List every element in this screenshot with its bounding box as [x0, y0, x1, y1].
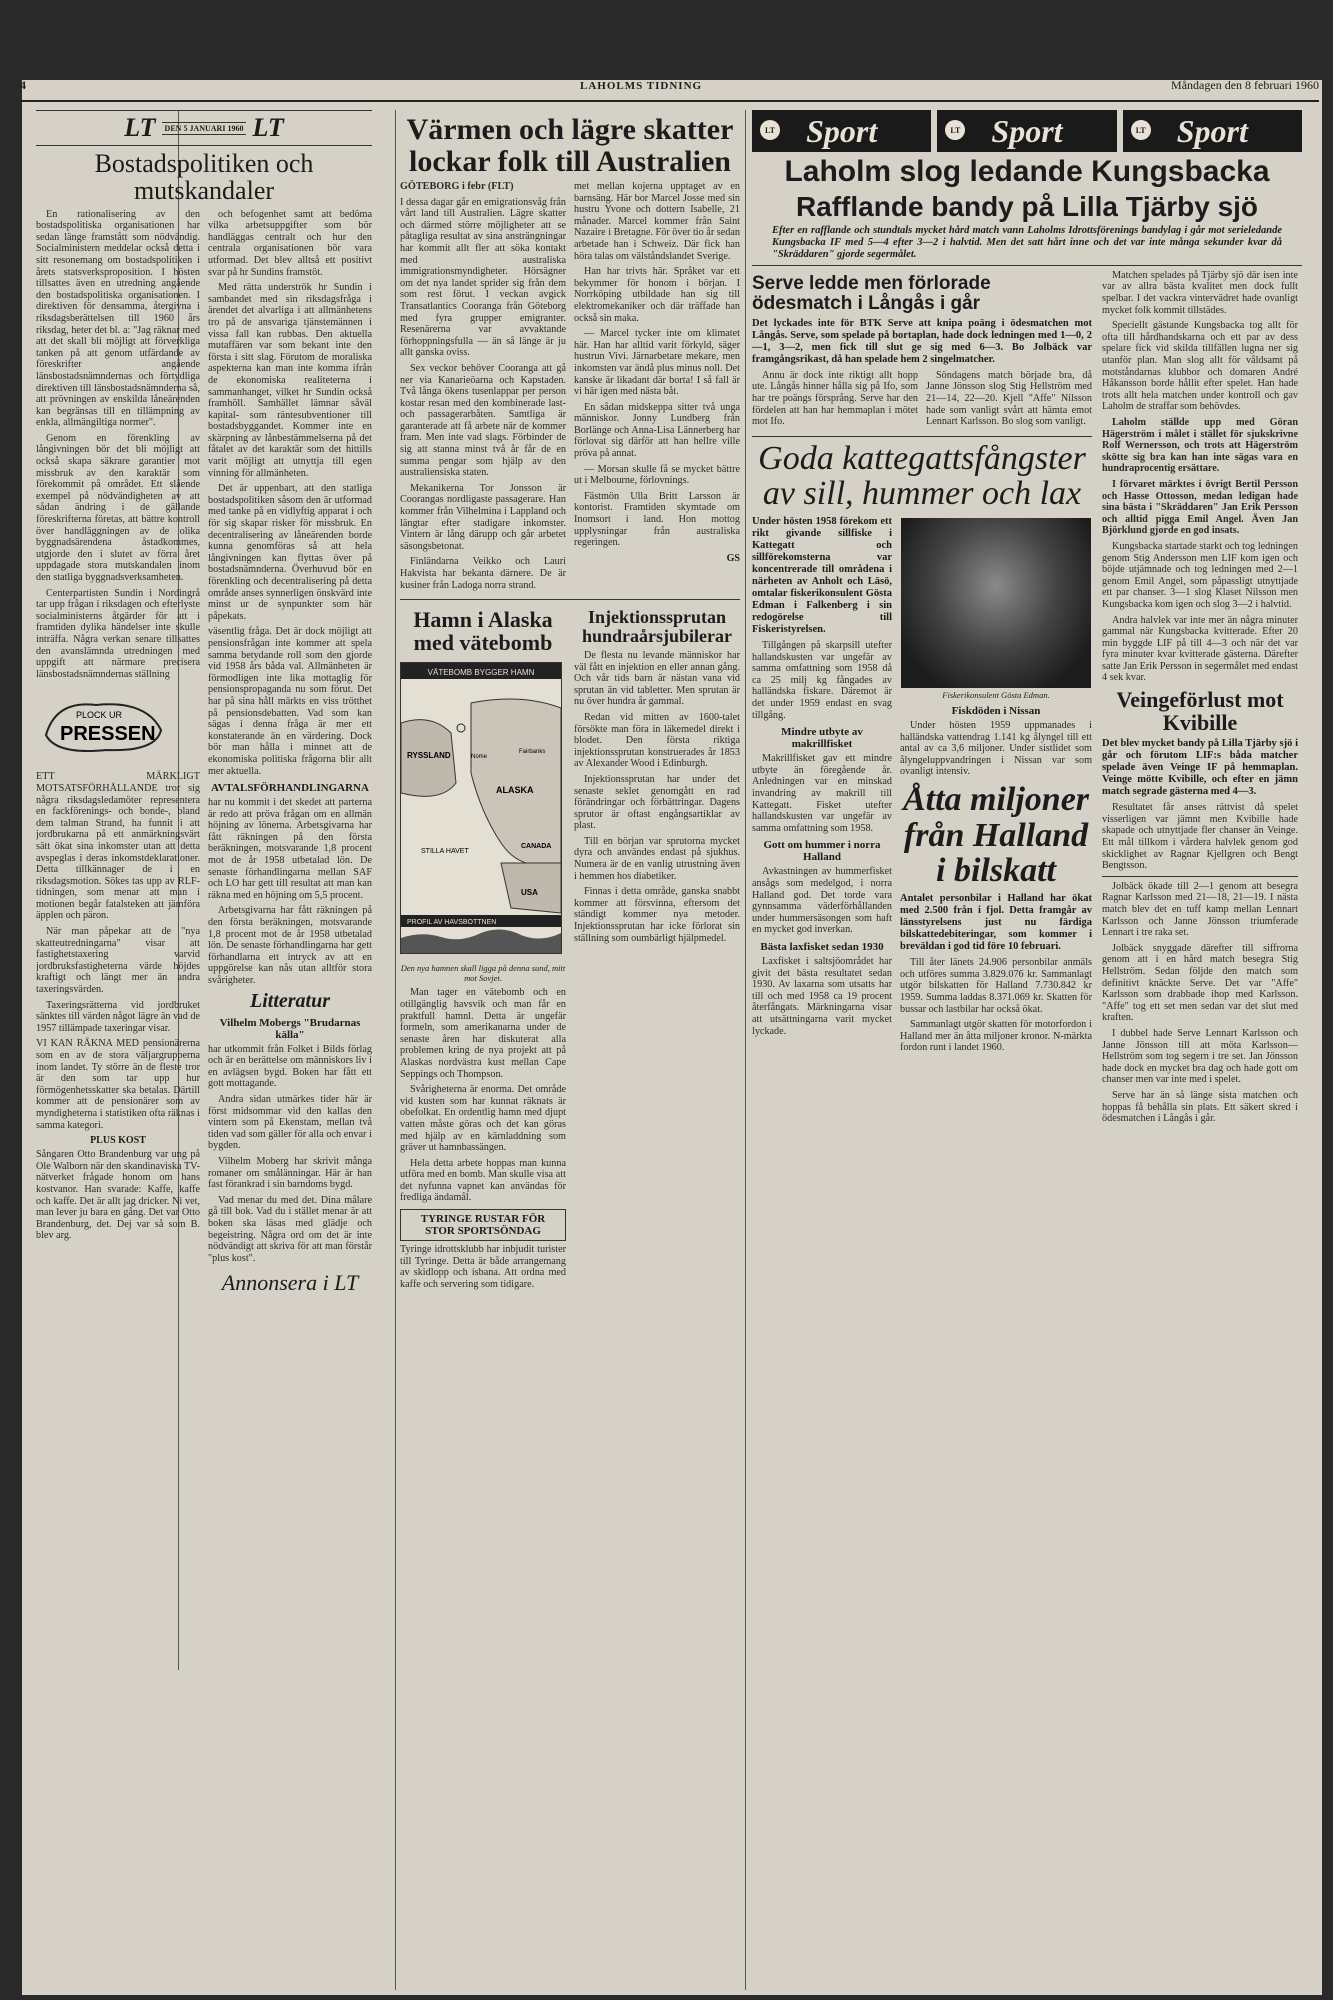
australia-paragraph: — Marcel tycker inte om klimatet här. Han har alltid varit förkyld, säger hustrun Vivi. Järnarbetare mekare, men inkomsten var ändå plus minus noll. Det kanske är likadant där borta! I så fall är vi här igen med nästa båt.	[574, 328, 740, 398]
press-paragraph: När man påpekar att de "nya skatteutredningarna" visar att fastighetstaxering varvid jordbruksfastigheterna värde höjdes kraftigt och längt mer än andra taxeringsvärden.	[36, 926, 200, 996]
injection-paragraph: Finnas i detta område, ganska snabbt kommer att försvinna, eftersom det ständigt kommer nya metoder. Injektionssprutan har icke förlorat sin ställning som oumbärligt hjälpmedel.	[574, 886, 740, 944]
literature-paragraph: Vilhelm Moberg har skrivit många romaner om smålänningar. Här är han fast förankrad i sin barndoms bygd.	[208, 1155, 372, 1191]
bandy-paragraph: Laholm ställde upp med Göran Hägerström i målet i stället för sjukskrivne Rolf Wernersson, och trots att Hägerström skötte sig bra kan han inte sägas vara en hundraprocentig ersättare.	[1102, 417, 1298, 475]
literature-paragraph: Vad menar du med det. Dina målare gå till bok. Vad du i stället menar är att boken ska läsas med glädje och begeistring. Några ord om det är inte nödvändigt att skriva för att man förstår "plus kost".	[208, 1194, 372, 1264]
kattegatt-lead: Under hösten 1958 förekom ett rikt givande sillfiske i Kattegatt och sillförekomsterna var koncentrerade till områdena i närheten av Anholt och Läsö, omtalar fiskerikonsulent Gösta Edman i Falkenberg i sin redogörelse till Fiskeristyrelsen.	[752, 516, 892, 636]
veinge-lead: Det blev mycket bandy på Lilla Tjärby sjö i går och förutom LIF:s båda matcher spelade även Veinge IF på hemmaplan. Veinge mötte Kvibille, och efter en jämn match segrade gästerna med 4—3.	[1102, 738, 1298, 798]
editorial-headline: Bostadspolitiken och mutskandaler	[94, 149, 314, 206]
literature-subhead: Vilhelm Mobergs "Brudarnas källa"	[219, 1016, 361, 1041]
column-paragraph: har nu kommit i det skedet att parterna är redo att pröva frågan om en allmän höjning av lönerna. Arbetsgivarna har fått räkningen på den första beräkningen, motsvarande 1,8 procent mot de år 1958 utbetalad lön. De senaste förhandlingarna mellan SAF och LO har gett till resultat att man kan räkna med en höjning om 5,5 procent.	[208, 797, 372, 901]
masthead-left: LT	[124, 113, 156, 142]
serve-paragraph: I dubbel hade Serve Lennart Karlsson och Janne Jönsson till att möta Karlsson—Hellström som tog segern i tre set. Jan Jönsson hade dock en mycket bra dag och hade gott om chanser men var inte med i spelet.	[1102, 1027, 1298, 1086]
signature: GS	[726, 552, 740, 564]
sport-banner	[752, 110, 1302, 152]
running-header	[20, 78, 1319, 102]
bandy-subheadline: Rafflande bandy på Lilla Tjärby sjö	[795, 190, 1259, 222]
sport-label: Sport	[1176, 112, 1248, 149]
hummer-subhead: Gott om hummer i norra Halland	[763, 839, 881, 864]
column-paragraph: Arbetsgivarna har fått räkningen på den första beräkningen, motsvarande 1,8 procent mot de år 1958 utbetalad lön. De senaste förhandlingarna har gett förhandlarna ett intryck av att en uppgörelse kan nås utan alltför stora svårigheter.	[208, 905, 372, 986]
dateline: GÖTEBORG i febr (FLT)	[400, 181, 514, 192]
bilskatt-paragraph: Sammanlagt utgör skatten för motorfordon i Halland mer än åtta miljoner kronor. N-märkta fordon runt i landet 1960.	[900, 1019, 1092, 1054]
map-profile-label: PROFIL AV HAVSBOTTNEN	[407, 919, 497, 927]
alaska-headline: Hamn i Alaska med vätebomb	[413, 607, 553, 656]
alaska-paragraph: Hela detta arbete hoppas man kunna utföra med en bomb. Man skulle visa att det nyfunna vapnet kan användas för fredliga ändamål.	[400, 1157, 566, 1204]
literature-paragraph: har utkommit från Folket i Bilds förlag och är en berättelse om människors liv i en avlägsen bygd. Boken har fått ett gott mottagande.	[208, 1043, 372, 1090]
portrait-photo	[901, 518, 1091, 688]
australia-paragraph: Fästmön Ulla Britt Larsson är kontorist. Framtiden skymtade om Inomsort i land. Hon mottog upplysningar från australiska regeringen.	[574, 490, 740, 549]
bandy-paragraph: Kungsbacka startade starkt och tog ledningen genom Stig Andersson men LIF kom igen och böjde utjämnade och tog ledningen med 2—1 genom Emil Angel, som påpassligt utnyttjade ett par chanser. 3—1 slog Klaset Nilsson men Kungsbacka kom igen och slog 3—2 i halvtid.	[1102, 540, 1298, 610]
injection-paragraph: Till en början var sprutorna mycket dyra och användes endast på sjukhus. Numera är de en vanlig utrustning även i hemmen hos diabetiker.	[574, 835, 740, 882]
sport-banner-box	[937, 110, 1116, 152]
australia-paragraph: Finländarna Veikko och Lauri Hakvista har bekanta därnere. De är kusiner från Ladoga norra strand.	[400, 556, 566, 591]
press-paragraph: ETT MÄRKLIGT MOTSATSFÖRHÅLLANDE tror sig några riksdagsledamöter representera en fackförenings- och bonde-, bland dem talman Strand, ha funnit i att jordbrukarna på ett anmärkningsvärt sätt ökat sina inkomster utan att detta avspeglas i deras inkomstdeklarationer. Detta tillkännager de i en riksdagsmotion. Sökes tas upp av RLF-tidningen, som menar att man i motionen begår fatalsteken att jämföra äpplen och päron.	[36, 771, 200, 922]
literature-heading: Litteratur	[249, 989, 330, 1012]
bandy-paragraph: Speciellt gästande Kungsbacka tog allt för ofta till hårdhandskarna och ett par av dess spelare fick vid skilda tillfällen lugna ner sig utanför plan. Man slog allt för våldsamt på motståndarnas klubbor och domaren André Håkansson borde hållit efter spelet. Han hade trots allt hela matchen under kontroll och gav Laholm de straffar som behövdes.	[1102, 320, 1298, 413]
editorial-paragraph: och befogenhet samt att bedöma vilka arbetsuppgifter som bör handläggas centralt och hur den centrala organisationen bör vara utformad. Det blev alltså ett positivt svar på hr Sundins framstöt.	[208, 208, 372, 278]
pressen-top: PLOCK UR	[76, 710, 123, 721]
masthead-date: DEN 5 JANUARI 1960	[162, 122, 247, 135]
map-title: VÄTEBOMB BYGGER HAMN	[427, 668, 535, 678]
fiskdod-subhead: Fiskdöden i Nissan	[951, 705, 1041, 718]
paper-name: LAHOLMS TIDNING	[580, 80, 703, 92]
australia-headline: Värmen och lägre skatter lockar folk till Australien	[406, 113, 734, 178]
photo-caption: Fiskerikonsulent Gösta Edman.	[942, 690, 1050, 701]
map-label-nome: Nome	[471, 754, 488, 761]
sport-banner-box	[1123, 110, 1302, 152]
australia-paragraph: Han har trivts här. Språket var ett bekymmer för honom i början. I Norrköping utbildade han sig till elektromekaniker och där träffade han också sin maka.	[574, 266, 740, 324]
injection-headline: Injektionssprutan hundraårsjubilerar	[581, 607, 732, 647]
serve-headline: Serve ledde men förlorade ödesmatch i Långås i går	[752, 272, 991, 314]
serve-paragraph: Jolbäck ökade till 2—1 genom att besegra Ragnar Karlsson med 21—18, 21—19. I nästa match blev det en tuff kamp mellan Lennart Karlsson och Janne Jönsson triumferade Lennart i tre raka set.	[1102, 880, 1298, 939]
editorial-paragraph: Med rätta underströk hr Sundin i sambandet med sin riksdagsfråga i ärendet det alvarliga i att allmänhetens tro på de ansvariga tjänstemännen i vissa fall kan rubbas. Den aktuella mutaffären var som bekant inte den första i sitt slag. Förutom de moraliska aspekterna kan man inte komma ifrån de ekonomiska realiteterna i sammanhanget, vilket hr Sundin också framhöll. Samhället lämnar såväl kapital- som räntesubventioner till bostadsbyggandet. Kommer inte en skärpning av lånbestämmelserna på det fåtalet av det karaktär som det hittills varit möjligt att utnyttja till egen vinning för allmänheten.	[208, 282, 372, 479]
press-paragraph: Taxeringsrätterna vid jordbruket sänktes till värden något lägre än vad de 1957 tillämpade taxeringar visar.	[36, 999, 200, 1034]
map-caption: Den nya hamnen skall ligga på denna sund, mitt mot Sovjet.	[400, 963, 566, 984]
kattegatt-headline: Goda kattegattsfångster av sill, hummer och lax	[758, 439, 1086, 513]
kattegatt-paragraph: Makrillfisket gav ett mindre utbyte än föregående år. Anledningen var en minskad invandring av makrill till Kattegatt. Fisket utefter hallandskusten var ungefär av samma omfattning som 1958.	[752, 753, 892, 834]
literature-paragraph: Andra sidan utmärkes tider här är först midsommar vid den kallas den vintern som på Ekenstam, mellan två tiden vad som gäller för alla och envar i bygden.	[208, 1093, 372, 1152]
sport-label: Sport	[991, 112, 1063, 149]
serve-paragraph: Söndagens match började bra, då Janne Jönsson slog Stig Hellström med 21—14, 22—20. Kjell "Affe" Nilsson hade som vanligt svårt att hämta emot Lennart Karlsson. Bo slog som vanligt.	[926, 369, 1092, 428]
tyringe-paragraph: Tyringe idrottsklubb har inbjudit turister till Tyringe. Detta är både arrangemang av skidlopp och isbana. Att ordna med kaffe och servering som tidigare.	[400, 1244, 566, 1290]
australia-paragraph: met mellan kojerna upptaget av en barnsäng. Här bor Marcel Josse med sin hustru Yvone och dottern Isabelle, 21 månader. Marcel kommer från Saint Nazaire i Bretagne. För över tio år sedan arbetade han i Schweiz. Där fick han höra talas om välståndslandet Sverige.	[574, 181, 740, 262]
press-paragraph: Sångaren Otto Brandenburg var ung på Ole Walborn när den skandinaviska TV-nätverket frågade honom om hans kostvanor. Han svarade: Kaffe, kaffe och kaffe. Det är allt jag dricker. Ni vet, man lever ju bara en gång. Det var Otto Brandenburg, det. Dej var så som B. blev arg.	[36, 1149, 200, 1242]
avtal-subhead: AVTALSFÖRHANDLINGARNA	[211, 782, 369, 795]
kattegatt-paragraph: Laxfisket i saltsjöområdet har givit det bästa resultatet sedan 1930. Av laxarna som utsatts har till och med 1958 ca 19 procent återfångats. Märkningarna visar att utsättningarna varit mycket lyckade.	[752, 955, 892, 1037]
alaska-paragraph: Man tager en vätebomb och en otillgänglig havsvik och man får en praktfull hamnl. Detta är ungefär formeln, som amerikanarna under de senaste åren har diskuterat alla problemen kring de nya projekt att på Alaskas nordvästra kust mellan Cape Seppings och Thompson.	[400, 987, 566, 1080]
editorial-paragraph: En rationalisering av den bostadspolitiska organisationen har sedan länge framstått som nödvändig. Socialministern meddelar också detta i sitt resonemang om bostadspolitiken i årets statsverksproposition. I hösten tillsattes även en utredning angående den bostadspolitiska organisationen. I direktiven för densamma, återgivna i riksdagsberättelsen till 1960 års riksdag, heter det bl. a: "Jag räknar med att det skall bli möjligt att förverkliga tanken på att genom utfärdande av föreskrifter angående länsbostadsnämndernas och förtydliga direktiven till länsbostadsnämnderna så, att prövningen av enskilda låneärenden kan begränsas till en tillämpning av enkla, allmängiltiga normer".	[36, 208, 200, 429]
injection-paragraph: Injektionssprutan har under det senaste seklet genomgått en rad förändringar och förbättringar. Dagens sprutor är oftast engångsartiklar av plast.	[574, 773, 740, 832]
australia-paragraph: En sådan midskeppa sitter två unga människor. Jonny Lundberg från Borlänge och Anna-Lisa Lännerberg har förlovat sig därför att han hellre ville pröva på annat.	[574, 401, 740, 460]
injection-paragraph: De flesta nu levande människor har väl fått en injektion en eller annan gång. Och vår tids barn är nästan vana vid sprutan än vid tabletter. Men sprutan är nu över hundra år gammal.	[574, 649, 740, 708]
lt-badge: LT	[1131, 120, 1151, 140]
column-rule	[395, 110, 396, 1990]
masthead-right: LT	[252, 113, 284, 142]
map-label-alaska: ALASKA	[496, 785, 534, 796]
map-label-ryssland: RYSSLAND	[407, 751, 451, 761]
plock-ur-pressen-logo	[36, 690, 171, 760]
editorial-article	[36, 110, 372, 1990]
veinge-headline: Veingeförlust mot Kvibille	[1116, 687, 1284, 736]
editorial-paragraph: Genom en förenkling av långivningen bör det bli möjligt att också skapa säkrare garantier mot missbruk av den karaktär som förekommit på området. Ett slående exempel på nödvändigheten av att sådan ändring i de gällande föreskrifterna företas, att bättre kontroll över handläggningen av de olika byggnadsärendena åstadkommes, utgjorde den i slutet av förra året uppdagade stora mutskandalen inom den statliga byggnadsverksamheten.	[36, 432, 200, 583]
editorial-paragraph: Det är uppenbart, att den statliga bostadspolitiken såsom den är utformad med tanke på en vidlyftig apparat i och för sig skapar risker för missbruk. En decentralisering av låneärenden borde kunna genomföras så att hela långivningen kan flyttas över på bostadsnämnderna. Överhuvud bör en förenkling och decentralisering på detta område anses synnerligen önskvärd inte minst ur de synpunkter som här påpekats.	[208, 483, 372, 622]
map-label-canada: CANADA	[521, 843, 552, 851]
tyringe-headline: TYRINGE RUSTAR FÖR STOR SPORTSÖNDAG	[400, 1209, 566, 1241]
lt-badge: LT	[760, 120, 780, 140]
column-rule	[745, 110, 746, 1990]
veinge-paragraph: Resultatet får anses rättvist då spelet visserligen var jämnt men Kvibille hade skapade och utnyttjade fler chanser än Veinge. Ett mål tillkom i vårdera halvlek genom god skicklighet av Ragnar Kjellgren och Bengt Bengtsson.	[1102, 802, 1298, 872]
sport-banner-box	[752, 110, 931, 152]
australia-paragraph: Sex veckor behöver Cooranga att gå ner via Kanarieöarna och Kapstaden. Två långa ökens tusenlappar per person kostar resan med den kombinerade last- och passagerarbåten. Samtliga är garanterade att få arbete när de kommer fram. Men inte vad slags. Förbinder de sig att stanna minst två år får de en summa pengar som hjälp av den australiensiska staten.	[400, 362, 566, 479]
lax-subhead: Bästa laxfisket sedan 1930	[760, 940, 884, 953]
map-label-stilla-havet: STILLA HAVET	[421, 848, 469, 856]
advert-annonsera: Annonsera i LT	[221, 1270, 359, 1296]
kattegatt-paragraph: Tillgången på skarpsill utefter hallandskusten var ungefär av samma omfattning som 1958 då ca 25 milj kg fångades av halländska fiskare. Däremot är det under 1959 endast en svag tillgång.	[752, 640, 892, 721]
bandy-lead: Efter en rafflande och stundtals mycket hård match vann Laholms Idrottsförenings bandylag i går mot serieledande Kungsbacka IF med 5—4 efter 3—2 i halvtid. Men det satt hårt inne och det var inte många sekunder kvar då "Skräddaren" gjorde segermålet.	[772, 224, 1282, 260]
page-marker: 4	[20, 78, 26, 92]
bandy-headline: Laholm slog ledande Kungsbacka	[784, 155, 1270, 188]
serve-paragraph: Annu är dock inte riktigt allt hopp ute. Långås hinner hålla sig på Ifo, som har tre poängs försprång. Serve har den fördelen att han har hemmaplan i mötet mot Ifo.	[752, 369, 918, 428]
news-section	[400, 110, 740, 1990]
serve-paragraph: Serve har än så länge sista matchen och hoppas få behålla sin plats. Ett säkert skred i ödesmatchen i Långås i går.	[1102, 1089, 1298, 1125]
makrill-subhead: Mindre utbyte av makrillfisket	[781, 726, 863, 751]
alaska-paragraph: Svårigheterna är enorma. Det område vid kusten som har kunnat räknats är obefolkat. En ordentlig hamn med djupt vatten måste göras och det kan göras med hjälp av en kärnladdning som gräver ut hamnbassängen.	[400, 1084, 566, 1154]
sport-label: Sport	[806, 112, 878, 149]
plus-kost-title: PLUS KOST	[90, 1135, 146, 1147]
australia-paragraph: Mekanikerna Tor Jonsson är Coorangas nordligaste passagerare. Han kommer från Vilhelmina i Lappland och längtar efter stadigare inkomster. Vintern är lång därupp och går arbetet säsongsbetonat.	[400, 482, 566, 552]
bandy-paragraph: Matchen spelades på Tjärby sjö där isen inte var av allra bästa kvalitet men dock fullt spelbar. I det vackra vintervädret hade ovanligt mycket folk kommit tillstädes.	[1102, 269, 1298, 316]
editorial-paragraph: Centerpartisten Sundin i Nordingrå tar upp frågan i riksdagen och efterlyste socialministerns åtgärder för att i framtiden dylika händelser inte skulle inträffa. Några verkan senare tillsattes den avanslämnda utredningen med uppgift att närmare precisera länsbostadsnämndernas ställning	[36, 587, 200, 680]
pressen-main: PRESSEN	[60, 723, 156, 746]
bilskatt-headline: Åtta miljoner från Halland i bilskatt	[902, 781, 1090, 890]
serve-lead: Det lyckades inte för BTK Serve att knipa poäng i ödesmatchen mot Långås. Serve, som spelade på bortaplan, hade dock ledningen med 1—0, 2—1, 3—2, men fick till slut ge sig med 6—3. Bo Jolbäck var framgångsrikast, då han spelade hem 2 singelmatcher.	[752, 317, 1092, 365]
lt-badge: LT	[945, 120, 965, 140]
sport-section	[752, 110, 1302, 1990]
bilskatt-paragraph: Till åter länets 24.906 personbilar anmäls och utföres summa 3.829.076 kr. Sammanlagt utgör bilskatten för Halland 7.730.842 kr 1959. Summa laddas 8.371.069 kr. Skatten för bussar och lastbilar har också ökat.	[900, 957, 1092, 1015]
kattegatt-paragraph: Avkastningen av hummerfisket ansågs som medelgod, i norra Halland god. Det torde vara gynnsamma väderförhållanden under hummersäsongen som haft en mycket god inverkan.	[752, 866, 892, 936]
bilskatt-lead: Antalet personbilar i Halland har ökat med 2.500 från i fjol. Detta framgår av länsstyrelsens just nu färdiga bilskattedebiteringar, som kommer i breväldan i god tid före 10 februari.	[900, 893, 1092, 953]
alaska-map	[400, 662, 562, 954]
australia-paragraph: — Morsan skulle få se mycket bättre ut i Melbourne, förlovnings.	[574, 463, 740, 487]
bandy-paragraph: Andra halvlek var inte mer än några minuter gammal när Kungsbacka kvitterade. Efter 20 min byggde LIF på till 4—3 och när det var fyra minuter kvar kvitterade gästerna. Därefter satte Jan Erik Persson in segermålet med endast 4 sek kvar.	[1102, 614, 1298, 684]
injection-paragraph: Redan vid mitten av 1600-talet försökte man föra in läkemedel direkt i blodet. Den första riktiga injektionssprutan konstruerades år 1853 av Alexander Wood i Edinburgh.	[574, 711, 740, 770]
lt-masthead	[36, 110, 372, 146]
map-label-fairbanks: Fairbanks	[519, 749, 546, 756]
bandy-paragraph: I förvaret märktes i övrigt Bertil Persson och Hasse Ottosson, medan ledigan hade sina bästa i "Skräddaren" Jan Erik Persson och alltid pigga Emil Angel. Även Jan Björklund gjorde en god insats.	[1102, 478, 1298, 537]
map-label-usa: USA	[521, 888, 538, 898]
issue-date: Måndagen den 8 februari 1960	[1171, 78, 1319, 92]
press-paragraph: VI KAN RÄKNA MED pensionärerna som en av de stora väljargrupperna inom landet. Ty större än de fleste tror är den som tar upp hur förmögenhetsskatter ska betalas. Därtill kommer att de pensionärer som av myndigheterna i statistiken ofta räknas i samma kategori.	[36, 1038, 200, 1131]
serve-paragraph: Jolbäck snyggade därefter till siffrorna genom att i en hård match besegra Stig Hellström. Sedan följde den match som definitivt knäckte Serve. Det var "Affe" Karlsson som drabbade ihop med Karlsson. "Affe" tog ett set men sedan var det slut med kraften.	[1102, 942, 1298, 1024]
kattegatt-paragraph: Under hösten 1959 uppmanades i halländska vattendrag 1.141 kg ålyngel till ett antal av ca 3,6 miljoner. Under sistlidet som ålyngeluppvandringen i Nissan var som ovanligt intensiv.	[900, 720, 1092, 778]
column-paragraph: väsentlig fråga. Det är dock möjligt att pensionsfrågan inte kommer att spela samma betydande roll som den gjorde vid 1958 års båda val. Allmänheten är förmodligen inte lika mottaglig för pensionspropaganda nu som förut. Det har på sina håll märkts en viss trötthet på pensionsdebatten. Vad som kan sägas i denna fråga är mer ett konstaterande än en värdering. Dock bör man hålla i minnet att de ekonomiska politiska frågorna blir allt mer aktuella.	[208, 626, 372, 777]
australia-paragraph: I dessa dagar går en emigrationsvåg från vårt land till Australien. Lägre skatter och därmed större möjligheter att se påtagliga resultat av sina ansträngningar har kommit allt fler att söka kontakt med australiska immigrationsmyndigheter. Hörsägner om det nya landet sprider sig från dem som rest förut. I veckan avgick Transatlantics Cooranga från Göteborg med fyra grupper emigranter. Resenärerna var avvaktande förhoppningsfulla — än så länge är ju allt ganska oviss.	[400, 196, 566, 359]
